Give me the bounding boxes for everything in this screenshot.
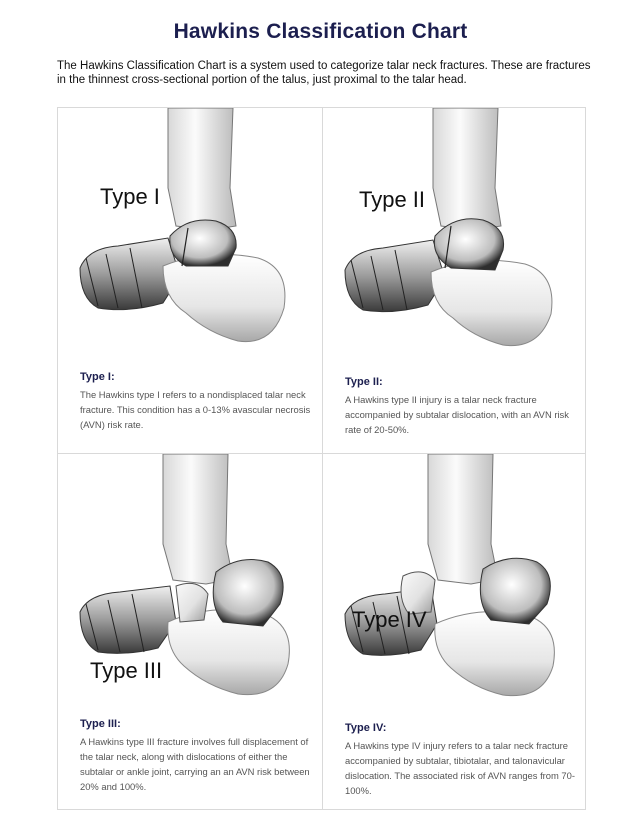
ankle-illustration-type-2 xyxy=(323,108,587,368)
card-description-type-1: The Hawkins type I refers to a nondisplaced talar neck fracture. This condition has a 0-13% avascular necrosis (AVN) risk rate. xyxy=(80,389,311,430)
card-heading-type-3: Type III: xyxy=(80,718,121,730)
card-type-3 xyxy=(58,454,322,811)
image-label-type-2: Type II xyxy=(359,187,426,212)
card-heading-type-2: Type II: xyxy=(345,376,383,388)
card-heading-type-4: Type IV: xyxy=(345,722,387,734)
caption-type-4 xyxy=(345,722,580,798)
card-description-type-3: A Hawkins type III fracture involves full displacement of the talar neck, along with dislocations of either the subtalar or ankle joint, carrying an an AVN risk between 20% and 100%. xyxy=(80,736,310,792)
intro-text: The Hawkins Classification Chart is a system used to categorize talar neck fractures. These are fractures in the thinnest cross-sectional portion of the talus, just proximal to the talar head. xyxy=(57,60,591,86)
card-heading-type-1: Type I: xyxy=(80,371,115,383)
card-type-1 xyxy=(58,108,322,453)
image-label-type-4: Type IV xyxy=(352,607,427,632)
image-label-type-3: Type III xyxy=(90,658,163,683)
ankle-illustration-type-1 xyxy=(58,108,322,368)
card-description-type-2: A Hawkins type II injury is a talar neck fracture accompanied by subtalar dislocation, with an AVN risk rate of 20-50%. xyxy=(345,394,569,435)
card-description-type-4: A Hawkins type IV injury refers to a talar neck fracture accompanied by subtalar, tibiotalar, and talonavicular dislocation. The associated risk of AVN ranges from 70-100%. xyxy=(345,740,575,796)
ankle-illustration-type-4 xyxy=(323,454,587,714)
page-title: Hawkins Classification Chart xyxy=(173,20,468,43)
card-type-4 xyxy=(323,454,587,811)
image-label-type-1: Type I xyxy=(100,184,160,209)
caption-type-1 xyxy=(80,371,315,432)
classification-grid xyxy=(57,107,586,810)
caption-type-3 xyxy=(80,718,315,794)
card-type-2 xyxy=(323,108,587,453)
caption-type-2 xyxy=(345,376,580,437)
